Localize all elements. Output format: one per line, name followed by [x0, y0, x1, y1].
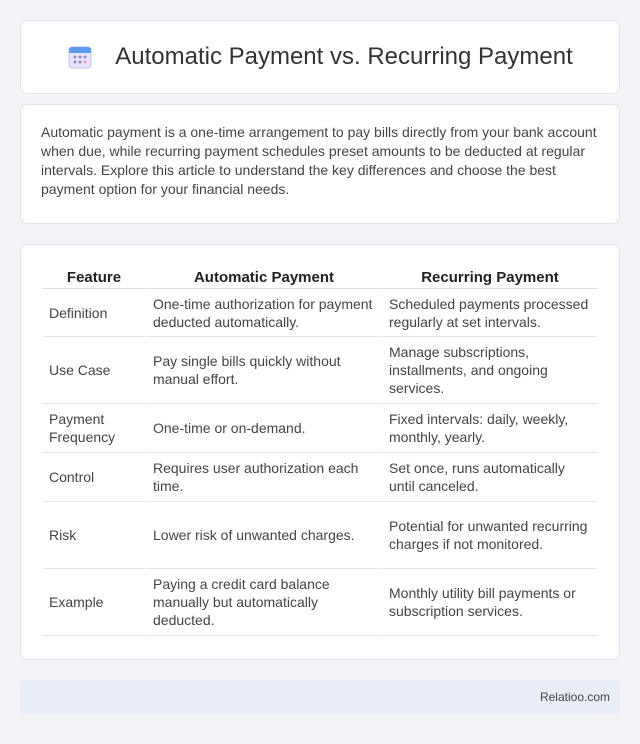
feature-cell: Risk	[43, 502, 145, 569]
recurring-cell: Set once, runs automatically until canceled.	[381, 453, 597, 502]
footer	[20, 680, 620, 714]
feature-cell: Example	[43, 569, 145, 636]
table-row	[43, 289, 597, 337]
intro-card	[20, 104, 620, 224]
header-automatic-payment: Automatic Payment	[145, 265, 381, 289]
automatic-cell: One-time authorization for payment deducted automatically.	[145, 289, 381, 337]
recurring-cell: Fixed intervals: daily, weekly, monthly, yearly.	[381, 404, 597, 453]
feature-cell: Use Case	[43, 337, 145, 404]
table-header-row	[43, 265, 597, 289]
automatic-cell: Pay single bills quickly without manual effort.	[145, 337, 381, 404]
feature-cell: Definition	[43, 289, 145, 337]
table-row	[43, 502, 597, 569]
automatic-cell: Paying a credit card balance manually but automatically deducted.	[145, 569, 381, 636]
intro-text: Automatic payment is a one-time arrangement to pay bills directly from your bank account when due, while recurring payment schedules preset amounts to be deducted at regular intervals. Explore this article to understand the key differences and choose the best payment option for your financial needs.	[41, 124, 597, 197]
table-row	[43, 337, 597, 404]
table-row	[43, 453, 597, 502]
comparison-card	[20, 244, 620, 660]
comparison-table	[43, 265, 597, 636]
automatic-cell: Requires user authorization each time.	[145, 453, 381, 502]
recurring-cell: Manage subscriptions, installments, and ongoing services.	[381, 337, 597, 404]
table-row	[43, 404, 597, 453]
recurring-cell: Potential for unwanted recurring charges if not monitored.	[381, 502, 597, 569]
header-feature: Feature	[43, 265, 145, 289]
feature-cell: Payment Frequency	[43, 404, 145, 453]
feature-cell: Control	[43, 453, 145, 502]
recurring-cell: Scheduled payments processed regularly at set intervals.	[381, 289, 597, 337]
table-row	[43, 569, 597, 636]
recurring-cell: Monthly utility bill payments or subscription services.	[381, 569, 597, 636]
automatic-cell: One-time or on-demand.	[145, 404, 381, 453]
title-card	[20, 20, 620, 94]
automatic-cell: Lower risk of unwanted charges.	[145, 502, 381, 569]
header-recurring-payment: Recurring Payment	[381, 265, 597, 289]
page-title: Automatic Payment vs. Recurring Payment	[115, 43, 573, 70]
footer-brand: Relatioo.com	[539, 690, 610, 704]
calendar-icon	[67, 44, 93, 70]
